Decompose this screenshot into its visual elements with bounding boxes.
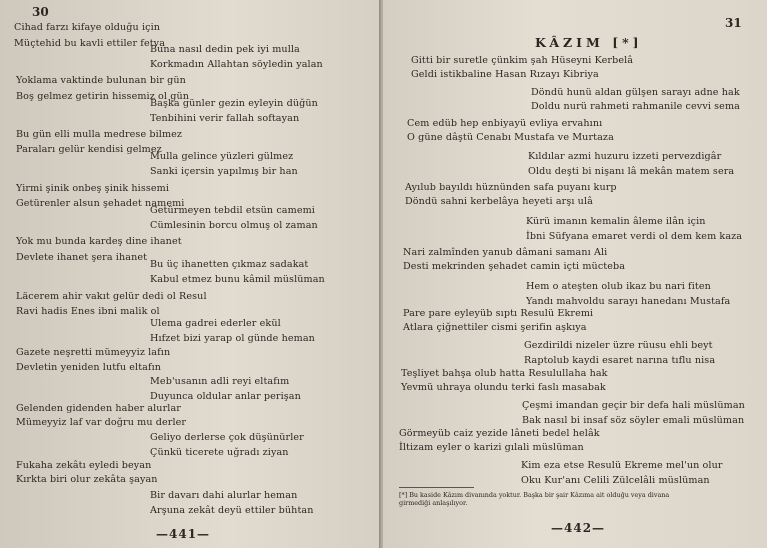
text-line: Sanki içersin yapılmış bir han [150,166,298,177]
text-line: Yoklama vaktinde bulunan bir gün [16,75,186,86]
text-line: Hem o ateşten olub ikaz bu nari fiten [526,281,711,292]
text-line: Gelenden gidenden haber alurlar [16,403,181,414]
text-line: Bu gün elli mulla medrese bilmez [16,129,183,140]
text-line: Cihad farzı kifaye olduğu için [14,22,161,33]
text-line: Kim eza etse Resulü Ekreme mel'un olur [521,460,723,471]
text-line: Başka günler gezin eyleyin düğün [150,98,318,109]
text-line: Desti mekrinden şehadet camin içti mücteba [403,261,626,272]
text-line: Çünkü ticerete uğradı ziyan [150,447,289,458]
text-line: Mulla gelince yüzleri gülmez [150,151,294,162]
right-page [383,0,767,548]
text-line: Cem edüb hep enbiyayü evliya ervahını [407,118,603,129]
text-line: Ayılub bayıldı hüznünden safa puyanı kurp [405,182,617,193]
text-line: Yok mu bunda kardeş dine ihanet [16,236,182,247]
text-line: O güne dâştü Cenabı Mustafa ve Murtaza [407,132,614,143]
footnote-line: [*] Bu kaside Kâzım divanında yoktur. Başka bir şair Kâzıma ait olduğu veya divana [399,491,670,499]
text-line: Kürü imanın kemalin âleme ilân için [526,216,706,227]
text-line: Geldi istikbaline Hasan Rızayı Kibriya [411,69,599,80]
text-line: Getürenler alsun şehadet namemi [16,198,185,209]
footnote-line: girmediği anlaşılıyor. [399,499,468,507]
text-line: Raptolub kaydi esaret narına tıflu nisa [524,355,716,366]
text-line: Arşuna zekât deyü ettiler bühtan [150,505,314,516]
text-line: Meb'usanın adli reyi eltafım [150,376,290,387]
text-line: Teşliyet bahşa olub hatta Resulullaha hak [401,368,608,379]
text-line: Bak nasıl bi insaf söz söyler emali müslüman [522,415,745,426]
text-line: Läcerem ahir vakıt gelür dedi ol Resul [16,291,207,302]
page-number: 31 [725,16,742,30]
text-line: Kabul etmez bunu kâmil müslüman [150,274,325,285]
text-line: Doldu nurü rahmeti rahmanile cevvi sema [531,101,740,112]
text-line: Fukaha zekâtı eyledi beyan [16,460,152,471]
text-line: Tenbihini verir fallah softayan [150,113,300,124]
text-line: Gazete neşretti mümeyyiz lafın [16,347,171,358]
text-line: Korkmadın Allahtan söyledin yalan [150,59,323,70]
text-line: Buna nasıl dedin pek iyi mulla [150,44,300,55]
text-line: İltizam eyler o karizi gılali müslüman [399,442,584,453]
text-line: Geliyo derlerse çok düşünürler [150,432,304,443]
text-line: Hıfzet bizi yarap ol günde heman [150,333,315,344]
text-line: Çeşmi imandan geçir bir defa hali müslüman [522,400,745,411]
text-line: Müçtehid bu kavli ettiler fetva [14,38,166,49]
poem-title: KÂZIM [*] [535,35,643,50]
text-line: Yirmi şinik onbeş şinik hissemi [16,183,170,194]
text-line: Paraları gelür kendisi gelmez [16,144,162,155]
text-line: Nari zalmînden yanub dâmani samanı Ali [403,247,608,258]
text-line: Atlara çiğnettiler cismi şerifin aşkıya [403,322,587,333]
text-line: Cümlesinin borcu olmuş ol zaman [150,220,318,231]
text-line: Duyunca oldular anlar perişan [150,391,301,402]
text-line: Yandı mahvoldu sarayı hanedanı Mustafa [526,296,731,307]
text-line: Ulema gadrei ederler ekül [150,318,281,329]
text-line: Yevmü uhraya olundu terki faslı masabak [401,382,606,393]
text-line: Mümeyyiz laf var doğru mu derler [16,417,187,428]
page-number: 30 [32,5,49,19]
text-line: Oldu deşti bi nişanı lâ mekân matem sera [528,166,735,177]
text-line: Kıldılar azmi huzuru izzeti pervezdigâr [528,151,722,162]
text-line: Boş gelmez getirin hissemiz ol gün [16,91,190,102]
text-line: Gezdirildi nizeler üzre rüusu ehli beyt [524,340,713,351]
page-footer: —442— [551,521,606,535]
text-line: Kırkta biri olur zekâta şayan [16,474,158,485]
text-line: Oku Kur'anı Celili Zülcelâli müslüman [521,475,710,486]
text-line: Döndü sahni kerbelâya heyeti arşı ulâ [405,196,593,207]
text-line: Bir davarı dahi alurlar heman [150,490,298,501]
text-line: Görmeyüb caiz yezide lâneti bedel helâk [399,428,600,439]
text-line: Bu üç ihanetten çıkmaz sadakat [150,259,309,270]
text-line: Devlete ihanet şera ihanet [16,252,148,263]
text-line: Ravi hadis Enes ibni malik ol [16,306,160,317]
footnote-rule [399,487,474,488]
page-footer: —441— [156,527,211,541]
left-page [0,0,381,548]
text-line: Gitti bir suretle çünkim şah Hüseyni Kerbelâ [411,55,634,66]
text-line: İbni Süfyana emaret verdi ol dem kem kaza [526,231,743,242]
text-line: Pare pare eyleyüb sıptı Resulü Ekremi [403,308,594,319]
text-line: Getürmeyen tebdil etsün camemi [150,205,315,216]
text-line: Döndü hunü aldan gülşen sarayı adne hak [531,87,740,98]
text-line: Devletin yeniden lutfu eltafın [16,362,162,373]
